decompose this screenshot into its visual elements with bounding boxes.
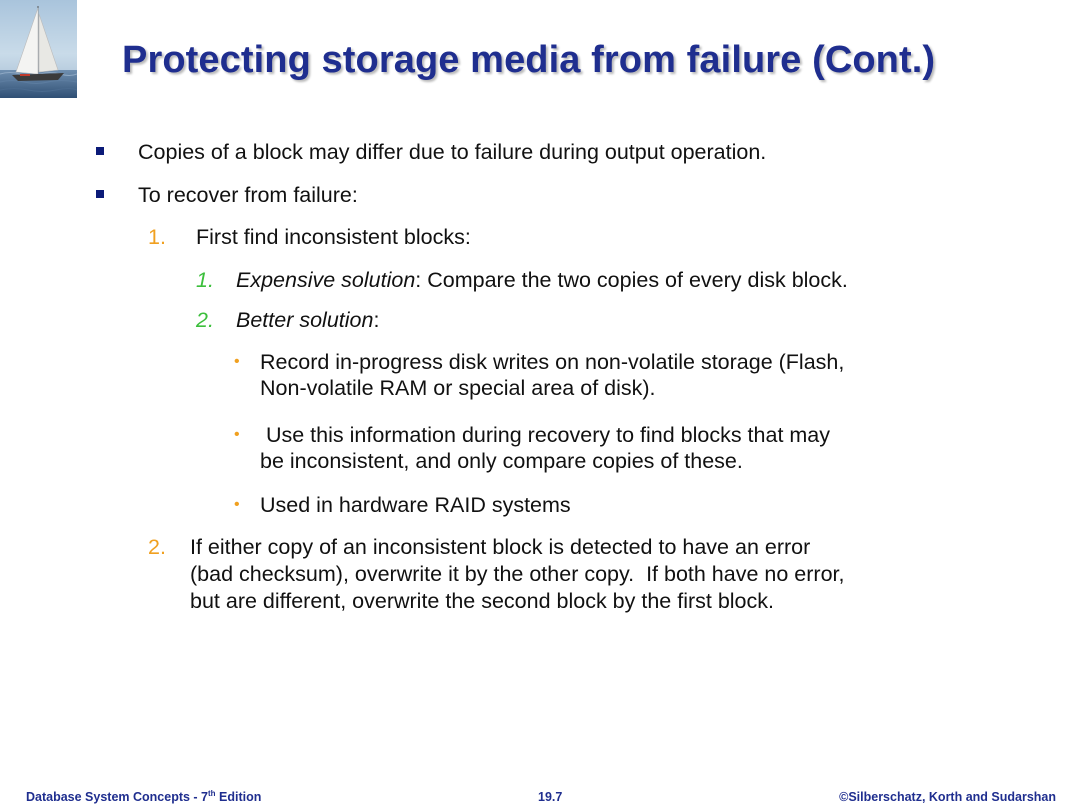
sub-step-text: Better solution:	[236, 308, 380, 332]
dot-bullet-text-continued: Non-volatile RAM or special area of disk).	[260, 376, 656, 400]
dot-bullet-text: Use this information during recovery to find blocks that may	[260, 423, 831, 447]
dot-bullet-text-continued: be inconsistent, and only compare copies of these.	[260, 449, 743, 473]
dot-bullet-icon: •	[234, 353, 240, 370]
bullet-text: Copies of a block may differ due to failure during output operation.	[138, 140, 767, 164]
slide-title: Protecting storage media from failure (Cont.)	[122, 39, 936, 81]
step-number: 1.	[148, 225, 166, 249]
dot-bullet-text: Used in hardware RAID systems	[260, 493, 571, 517]
sub-step-text: Expensive solution: Compare the two copies of every disk block.	[236, 268, 848, 292]
step-text: First find inconsistent blocks:	[196, 225, 471, 249]
footer-page-number: 19.7	[538, 790, 563, 804]
step-text-continued: (bad checksum), overwrite it by the other copy. If both have no error,	[190, 562, 845, 586]
step-text-continued: but are different, overwrite the second block by the first block.	[190, 589, 774, 613]
square-bullet-icon	[96, 147, 104, 155]
footer-left: Database System Concepts - 7th Edition	[26, 788, 262, 804]
dot-bullet-icon: •	[234, 496, 240, 513]
sub-step-number: 2.	[196, 308, 214, 332]
footer-right: ©Silberschatz, Korth and Sudarshan	[839, 790, 1056, 804]
sub-step-number: 1.	[196, 268, 214, 292]
dot-bullet-icon: •	[234, 426, 240, 443]
bullet-text: To recover from failure:	[138, 183, 358, 207]
dot-bullet-text: Record in-progress disk writes on non-volatile storage (Flash,	[260, 350, 845, 374]
step-text: If either copy of an inconsistent block is detected to have an error	[190, 535, 811, 559]
step-number: 2.	[148, 535, 166, 559]
square-bullet-icon	[96, 190, 104, 198]
